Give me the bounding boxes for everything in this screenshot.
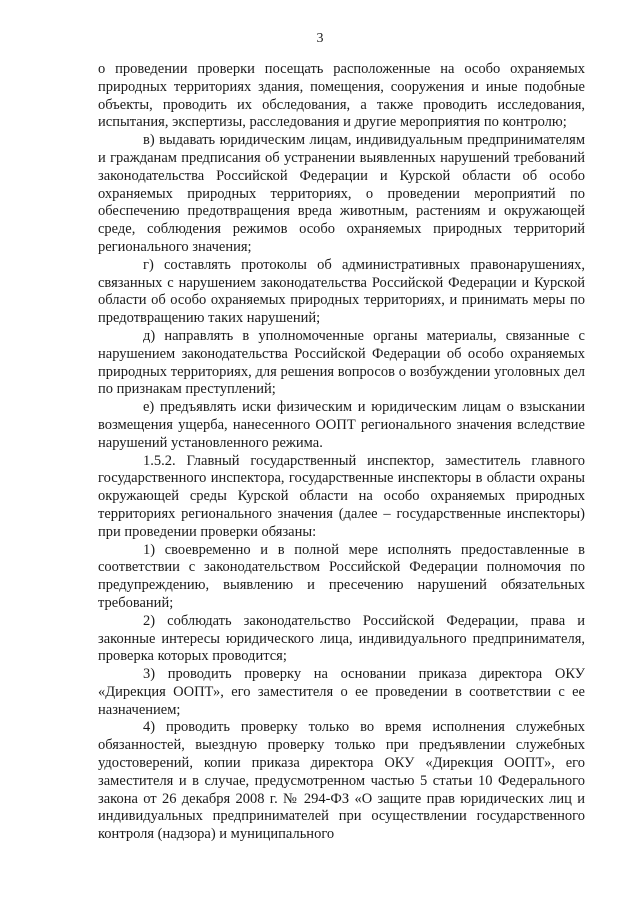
paragraph-item-v: в) выдавать юридическим лицам, индивидуальным предпринимателям и гражданам предписания об устранении выявленных нарушений требований законодательства Российской Федерации и Курской области об особо охраняемых природных территориях, о проведении мероприятий по обеспечению предотвращения вреда животным, растениям и окружающей среде, соблюдения режимов особо охраняемых природных территорий регионального значения;	[98, 132, 585, 255]
paragraph-duty-2: 2) соблюдать законодательство Российской Федерации, права и законные интересы юридического лица, индивидуального предпринимателя, проверка которых проводится;	[98, 612, 585, 665]
paragraph-item-g: г) составлять протоколы об административных правонарушениях, связанных с нарушением законодательства Российской Федерации и Курской области об особо охраняемых природных территориях, и принимать меры по предотвращению таких нарушений;	[98, 256, 585, 327]
paragraph-duty-1: 1) своевременно и в полной мере исполнять предоставленные в соответствии с законодательством Российской Федерации полномочия по предупреждению, выявлению и пресечению нарушений обязательных требований;	[98, 541, 585, 611]
page-number: 3	[316, 31, 324, 46]
paragraph-item-d: д) направлять в уполномоченные органы материалы, связанные с нарушением законодательства Российской Федерации об особо охраняемых природных территориях, для решения вопросов о возбуждении уголовных дел по признакам преступлений;	[98, 327, 585, 398]
document-body	[98, 61, 585, 844]
paragraph-section-1-5-2: 1.5.2. Главный государственный инспектор, заместитель главного государственного инспектора, государственные инспекторы в области охраны окружающей среды Курской области на особо охраняемых природных территориях регионального значения (далее – государственные инспекторы) при проведении проверки обязаны:	[98, 452, 585, 540]
paragraph-duty-3: 3) проводить проверку на основании приказа директора ОКУ «Дирекция ООПТ», его заместителя о ее проведении в соответствии с ее назначением;	[98, 666, 585, 718]
paragraph-item-e: е) предъявлять иски физическим и юридическим лицам о взыскании возмещения ущерба, нанесенного ООПТ регионального значения вследствие нарушений установленного режима.	[98, 399, 585, 451]
paragraph-duty-4: 4) проводить проверку только во время исполнения служебных обязанностей, выездную проверку только при предъявлении служебных удостоверений, копии приказа директора ОКУ «Дирекция ООПТ», его заместителя и в случае, предусмотренном частью 5 статьи 10 Федерального закона от 26 декабря 2008 г. № 294-ФЗ «О защите прав юридических лиц и индивидуальных предпринимателей при осуществлении государственного контроля (надзора) и муниципального	[98, 719, 585, 843]
paragraph-continuation: о проведении проверки посещать расположенные на особо охраняемых природных территориях здания, помещения, сооружения и иные подобные объекты, проводить их обследования, а также проводить исследования, испытания, экспертизы, расследования и другие мероприятия по контролю;	[98, 61, 585, 131]
